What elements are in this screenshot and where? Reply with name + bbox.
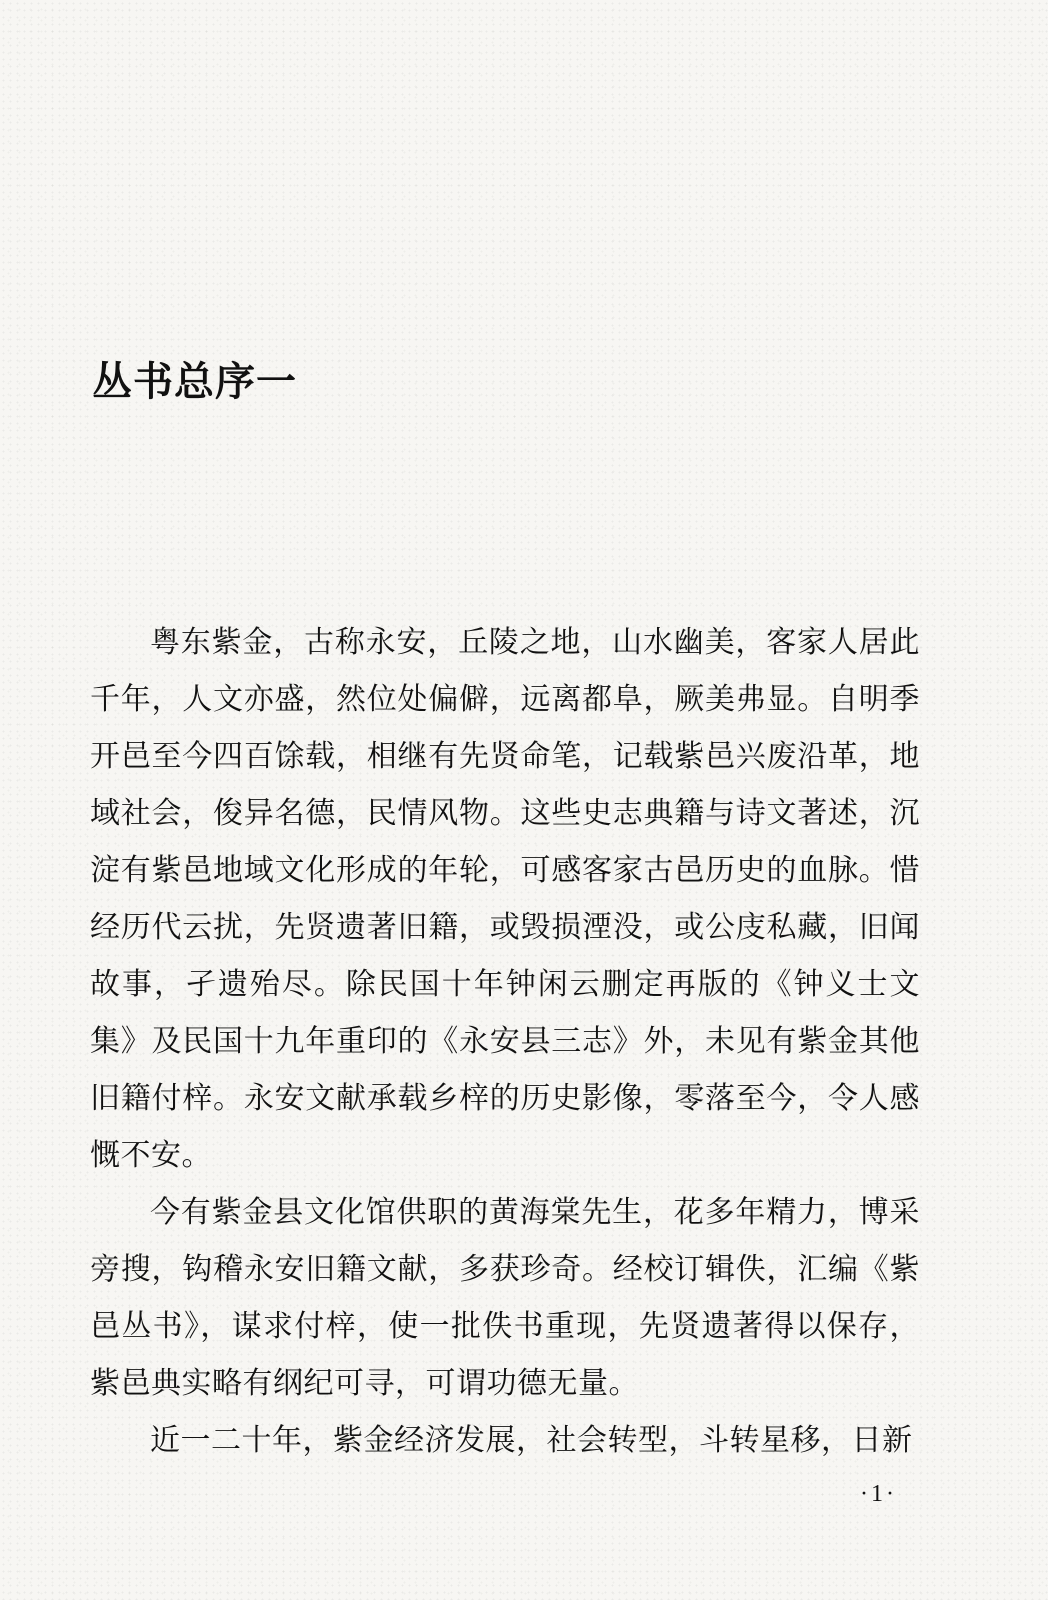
page-title: 丛书总序一 xyxy=(92,359,297,405)
paragraph-1: 粤东紫金，古称永安，丘陵之地，山水幽美，客家人居此千年，人文亦盛，然位处偏僻，远离都阜，厥美弗显。自明季开邑至今四百馀载，相继有先贤命笔，记载紫邑兴废沿革，地域社会，俊异名德，民情风物。这些史志典籍与诗文著述，沉淀有紫邑地域文化形成的年轮，可感客家古邑历史的血脉。惜经历代云扰，先贤遗著旧籍，或毁损湮没，或公庋私藏，旧闻故事，孑遗殆尽。除民国十年钟闲云删定再版的《钟义士文集》及民国十九年重印的《永安县三志》外，未见有紫金其他旧籍付梓。永安文献承载乡梓的历史影像，零落至今，令人感慨不安。 xyxy=(90,625,920,1173)
page-number: ·1· xyxy=(860,1481,897,1507)
paragraph-3: 近一二十年，紫金经济发展，社会转型，斗转星移，日新 xyxy=(150,1423,913,1458)
paragraph-2: 今有紫金县文化馆供职的黄海棠先生，花多年精力，博采旁搜，钩稽永安旧籍文献，多获珍奇。经校订辑佚，汇编《紫邑丛书》，谋求付梓，使一批佚书重现，先贤遗著得以保存，紫邑典实略有纲纪可寻，可谓功德无量。 xyxy=(90,1195,920,1401)
body-text xyxy=(90,614,920,1469)
